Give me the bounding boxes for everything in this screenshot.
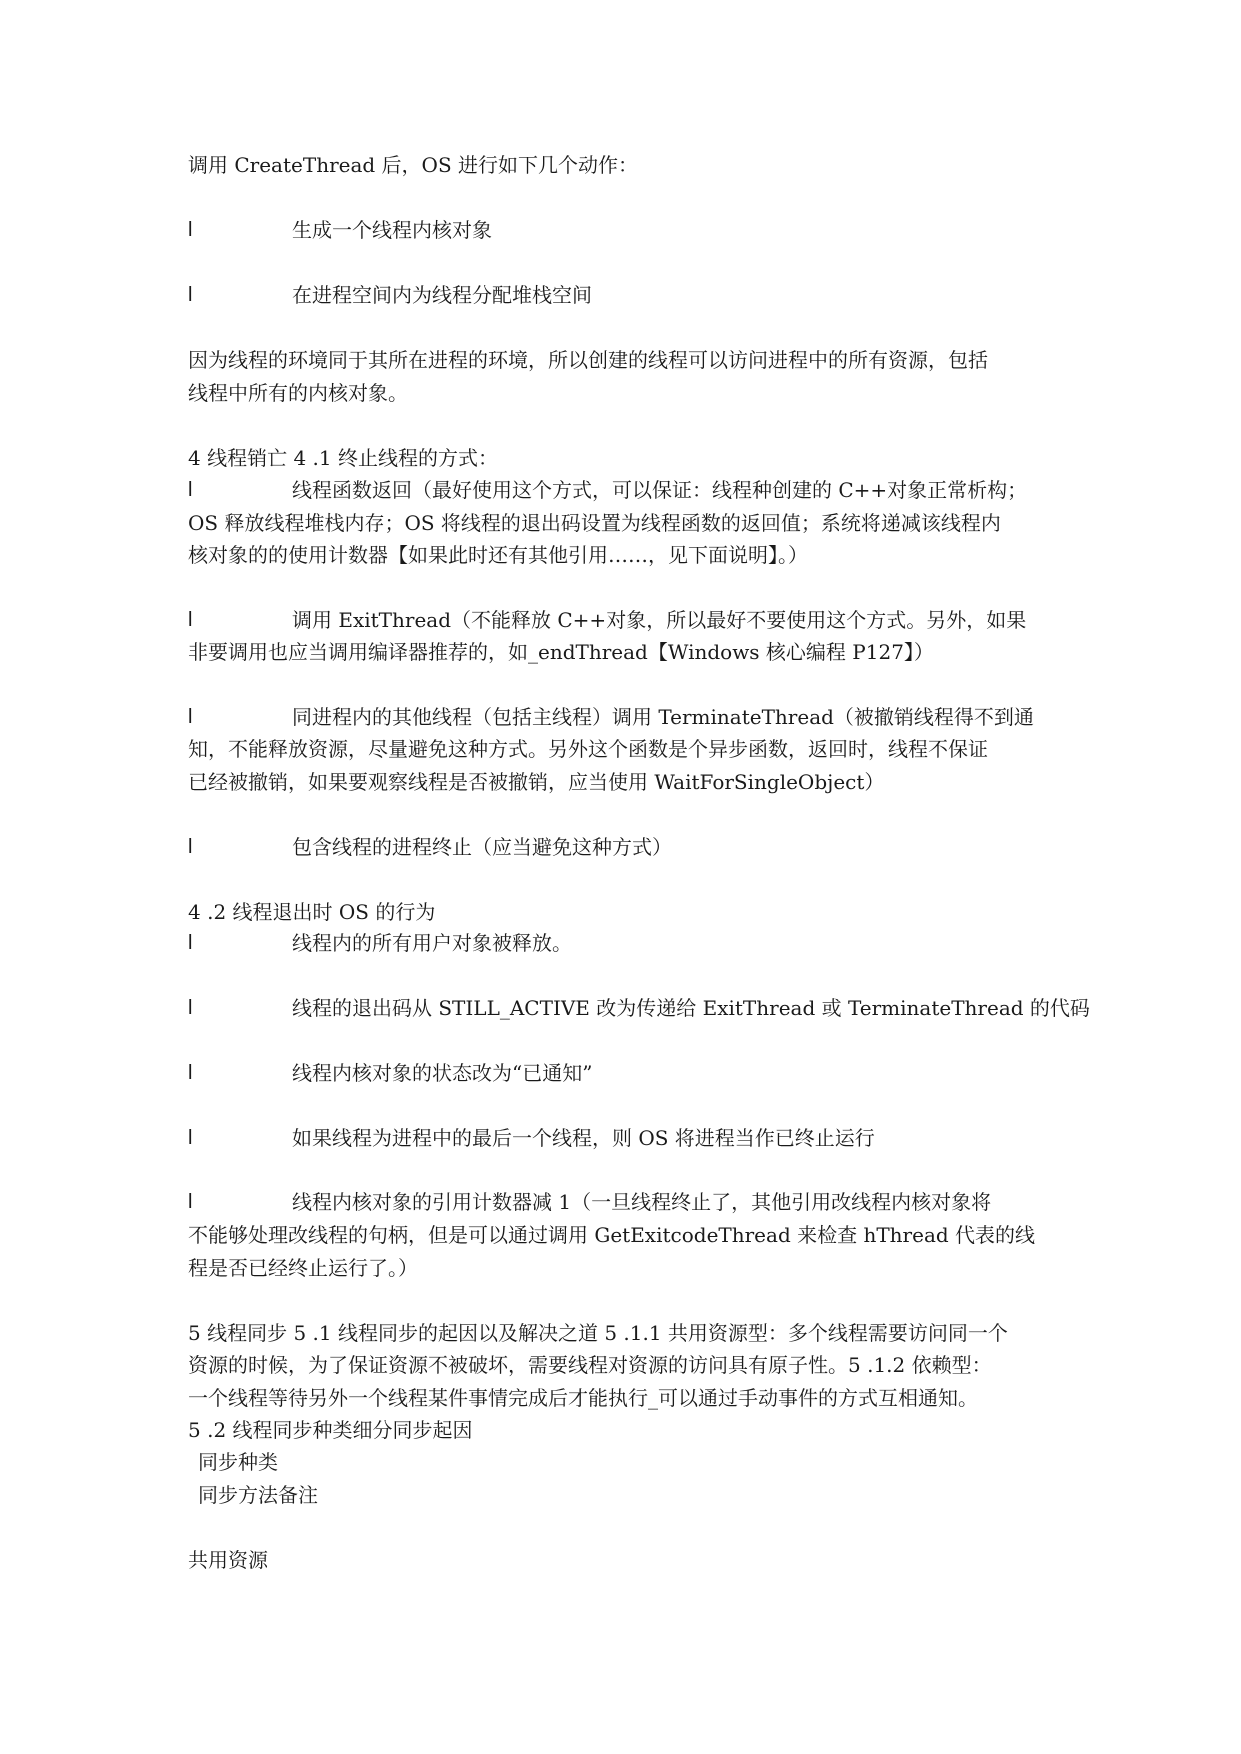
bullet-marker: l	[188, 1062, 193, 1084]
bullet-marker: l	[188, 479, 193, 501]
shared-resource-label: 共用资源	[188, 1548, 268, 1572]
term-bullet-3-line-3: 已经被撤销，如果要观察线程是否被撤销，应当使用 WaitForSingleObject）	[188, 770, 885, 794]
bullet-marker: l	[188, 609, 193, 631]
bullet-marker: l	[188, 997, 193, 1019]
section-4-2-heading: 4 .2 线程退出时 OS 的行为	[188, 900, 436, 924]
bullet-marker: l	[188, 219, 193, 241]
section-5-2-heading: 5 .2 线程同步种类细分同步起因	[188, 1418, 473, 1442]
table-header-sync-method: 同步方法备注	[198, 1483, 318, 1507]
section-4-heading: 4 线程销亡 4 .1 终止线程的方式：	[188, 446, 498, 470]
env-para-line-1: 因为线程的环境同于其所在进程的环境，所以创建的线程可以访问进程中的所有资源，包括	[188, 348, 988, 372]
exit-bullet-1: 线程内的所有用户对象被释放。	[292, 931, 572, 955]
bullet-marker: l	[188, 1191, 193, 1213]
term-bullet-1-line-3: 核对象的的使用计数器【如果此时还有其他引用……，见下面说明】。）	[188, 543, 808, 567]
bullet-marker: l	[188, 284, 193, 306]
env-para-line-2: 线程中所有的内核对象。	[188, 381, 408, 405]
exit-bullet-2: 线程的退出码从 STILL_ACTIVE 改为传递给 ExitThread 或 TerminateThread 的代码	[292, 996, 1090, 1020]
term-bullet-3-line-1: 同进程内的其他线程（包括主线程）调用 TerminateThread（被撤销线程得不到通	[292, 705, 1034, 729]
bullet-marker: l	[188, 836, 193, 858]
bullet-marker: l	[188, 932, 193, 954]
exit-bullet-5-line-1: 线程内核对象的引用计数器减 1（一旦线程终止了，其他引用改线程内核对象将	[292, 1190, 992, 1214]
table-header-sync-type: 同步种类	[198, 1450, 278, 1474]
intro-line: 调用 CreateThread 后，OS 进行如下几个动作：	[188, 153, 639, 177]
section-5-line-2: 资源的时候，为了保证资源不被破坏，需要线程对资源的访问具有原子性。5 .1.2 依赖型：	[188, 1353, 992, 1377]
exit-bullet-5-line-3: 程是否已经终止运行了。）	[188, 1256, 418, 1280]
exit-bullet-4: 如果线程为进程中的最后一个线程，则 OS 将进程当作已终止运行	[292, 1126, 875, 1150]
exit-bullet-3: 线程内核对象的状态改为“已通知”	[292, 1061, 593, 1085]
term-bullet-1-line-2: OS 释放线程堆栈内存；OS 将线程的退出码设置为线程函数的返回值；系统将递减该线程内	[188, 511, 1001, 535]
term-bullet-2-line-2: 非要调用也应当调用编译器推荐的，如_endThread【Windows 核心编程 P127】）	[188, 640, 934, 664]
create-bullet-1: 生成一个线程内核对象	[292, 218, 492, 242]
term-bullet-2-line-1: 调用 ExitThread（不能释放 C++对象，所以最好不要使用这个方式。另外，如果	[292, 608, 1027, 632]
bullet-marker: l	[188, 706, 193, 728]
term-bullet-3-line-2: 知，不能释放资源，尽量避免这种方式。另外这个函数是个异步函数，返回时，线程不保证	[188, 737, 988, 761]
term-bullet-1-line-1: 线程函数返回（最好使用这个方式，可以保证：线程种创建的 C++对象正常析构；	[292, 478, 1028, 502]
term-bullet-4: 包含线程的进程终止（应当避免这种方式）	[292, 835, 672, 859]
section-5-line-3: 一个线程等待另外一个线程某件事情完成后才能执行_可以通过手动事件的方式互相通知。	[188, 1386, 978, 1410]
exit-bullet-5-line-2: 不能够处理改线程的句柄，但是可以通过调用 GetExitcodeThread 来检查 hThread 代表的线	[188, 1223, 1036, 1247]
bullet-marker: l	[188, 1127, 193, 1149]
create-bullet-2: 在进程空间内为线程分配堆栈空间	[292, 283, 592, 307]
section-5-line-1: 5 线程同步 5 .1 线程同步的起因以及解决之道 5 .1.1 共用资源型：多个线程需要访问同一个	[188, 1321, 1008, 1345]
